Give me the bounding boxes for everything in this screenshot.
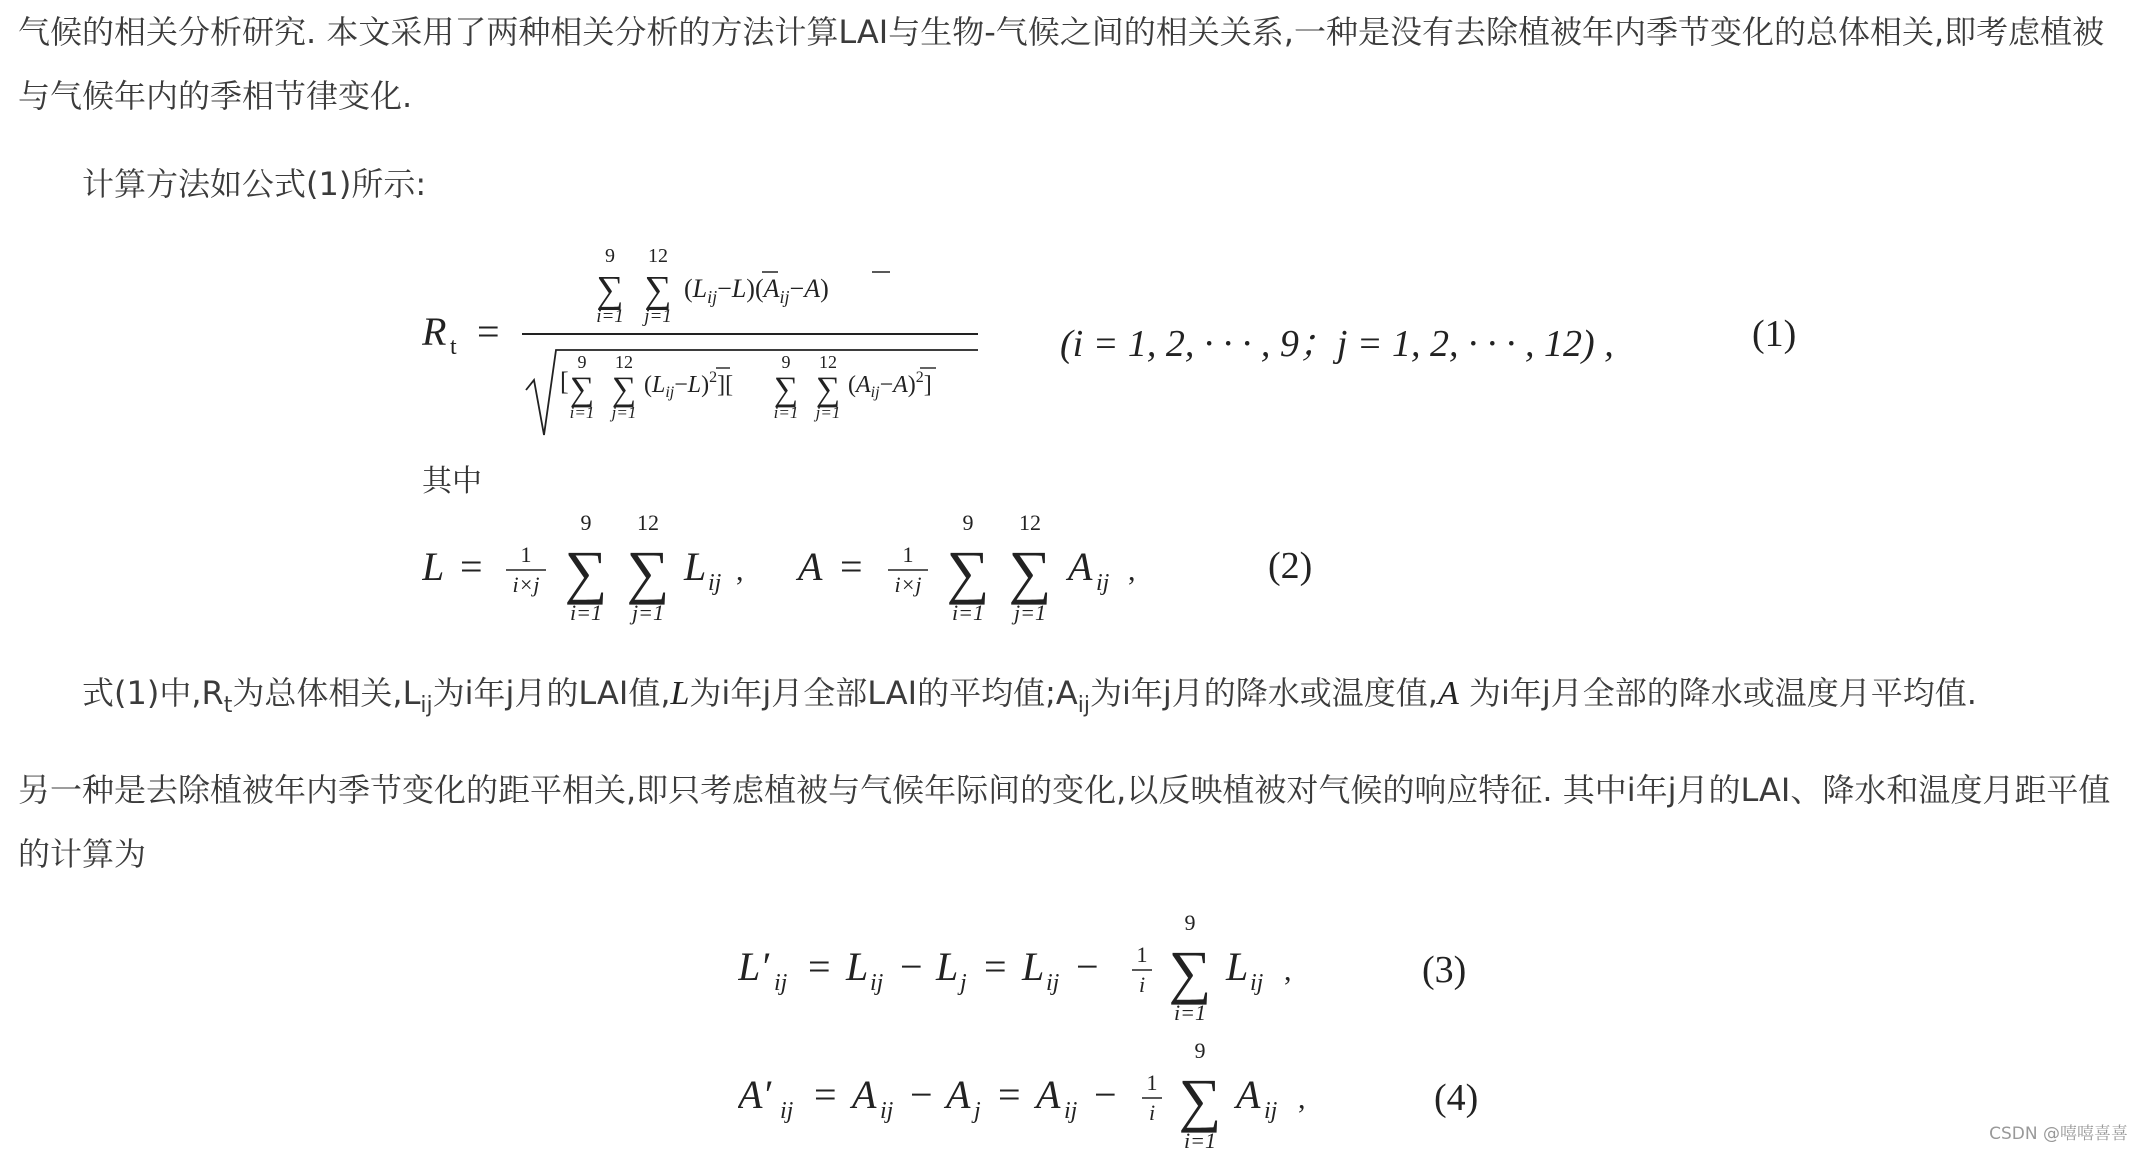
equation-4-number: (4) [1434,1077,1479,1119]
svg-text:9: 9 [962,510,974,535]
svg-text:A: A [1036,1072,1061,1117]
svg-text:∑: ∑ [773,371,799,408]
svg-text:i=1: i=1 [1184,1128,1216,1153]
svg-text:i=1: i=1 [952,600,984,625]
svg-text:∑: ∑ [611,371,637,408]
svg-text:R: R [422,309,447,354]
svg-text:A: A [798,544,823,589]
svg-text:ij: ij [774,970,788,996]
svg-text:i×j: i×j [894,572,922,597]
svg-text:9: 9 [1194,1040,1206,1063]
svg-text:∑: ∑ [946,539,990,605]
svg-text:ij: ij [1064,1098,1078,1124]
svg-text:∑: ∑ [815,371,841,408]
svg-text:−: − [1076,944,1099,989]
svg-text:j=1: j=1 [611,403,637,422]
svg-text:9: 9 [580,510,592,535]
svg-text:A: A [852,1072,877,1117]
svg-text:12: 12 [615,352,633,372]
svg-text:i=1: i=1 [1174,1000,1206,1025]
svg-text:ij: ij [780,1098,794,1124]
p3-text-c: 为i年j月的LAI值, [432,674,671,712]
equation-2-graphic [422,510,1322,640]
p3-sub-t: t [223,693,233,718]
p3-symbol-A: A [1437,675,1459,712]
svg-text:=: = [477,309,500,354]
svg-text:9: 9 [605,245,615,267]
svg-text:i=1: i=1 [773,403,799,422]
svg-text:∑: ∑ [1008,539,1052,605]
svg-text:i: i [1138,972,1146,997]
svg-text:L: L [1226,944,1249,989]
equation-2 [422,510,1322,640]
equation-4 [738,1040,1438,1154]
equation-2-number: (2) [1268,545,1313,587]
svg-text:L′: L′ [738,944,769,989]
svg-text:=: = [814,1072,837,1117]
svg-text:=: = [984,944,1007,989]
svg-text:A′: A′ [738,1072,772,1117]
svg-text:∑: ∑ [564,539,608,605]
svg-text:−: − [900,944,923,989]
svg-text:=: = [808,944,831,989]
p3-text-e: 为i年j月的降水或温度值, [1090,674,1438,712]
equation-1-condition: (i = 1, 2, · · · , 9；j = 1, 2, · · · , 12) , [1060,323,1614,365]
svg-text:j=1: j=1 [1014,600,1046,625]
svg-text:(Lij−L)(Aij−A): $(L_{ij}-L)(A_{ij}-A)$ [684,274,829,307]
svg-text:,: , [736,554,744,587]
svg-text:[: [ [560,367,569,396]
equation-3-graphic [738,912,1438,1032]
svg-text:ij: ij [1046,970,1060,996]
svg-text:=: = [998,1072,1021,1117]
svg-text:i: i [1148,1100,1156,1125]
csdn-watermark: CSDN @嘻嘻喜喜 [1989,1124,2128,1144]
svg-text:L: L [422,544,445,589]
p3-text-b: 为总体相关,L [232,674,421,712]
svg-text:=: = [840,544,863,589]
svg-text:1: 1 [902,542,914,567]
svg-text:∑: ∑ [644,269,672,311]
p3-text-f: 为i年j月全部的降水或温度月平均值. [1458,674,1977,712]
svg-text:i=1: i=1 [569,403,595,422]
p3-text-a: 式(1)中,R [82,674,224,712]
p3-symbol-L: L [670,675,690,712]
svg-text:L: L [936,944,959,989]
svg-text:∑: ∑ [569,371,595,408]
svg-text:j=1: j=1 [644,306,672,327]
svg-text:i=1: i=1 [596,306,624,327]
equation-1 [422,240,1822,440]
svg-text:9: 9 [577,352,587,372]
paragraph-intro: 气候的相关分析研究. 本文采用了两种相关分析的方法计算LAI与生物-气候之间的相关关系,一种是没有去除植被年内季节变化的总体相关,即考虑植被与气候年内的季相节律变化. [18,13,2105,115]
paragraph-anomaly-intro: 另一种是去除植被年内季节变化的距平相关,即只考虑植被与气候年际间的变化,以反映植被对气候的响应特征. 其中i年j月的LAI、降水和温度月距平值的计算为 [18,771,2111,873]
svg-text:L: L [684,544,707,589]
p3-text-d: 为i年j月全部LAI的平均值;A [689,674,1078,712]
svg-text:A: A [1236,1072,1261,1117]
svg-text:∑: ∑ [626,539,670,605]
svg-text:(Lij−L)2][: $(L_{ij}-L)^2$][ [644,369,734,401]
svg-text:−: − [910,1072,933,1117]
svg-text:,: , [1128,554,1136,587]
paragraph-formula-lead: 计算方法如公式(1)所示: [82,165,427,203]
svg-text:ij: ij [880,1098,894,1124]
svg-text:j: j [960,970,967,996]
svg-text:t: t [450,334,457,360]
svg-text:A: A [946,1072,971,1117]
svg-text:j=1: j=1 [632,600,664,625]
svg-text:,: , [1298,1082,1306,1115]
svg-text:∑: ∑ [596,269,624,311]
svg-text:9: 9 [1184,912,1196,935]
svg-text:(Aij−A)2]: $(A_{ij}-A)^2$] [848,369,932,401]
equation-1-number: (1) [1752,313,1797,355]
svg-text:,: , [1284,954,1292,987]
svg-text:∑: ∑ [1178,1067,1222,1133]
svg-text:1: 1 [1146,1070,1158,1095]
svg-text:12: 12 [1019,510,1041,535]
svg-text:i×j: i×j [512,572,540,597]
svg-text:−: − [1094,1072,1117,1117]
p3-sub-ij-2: ij [1077,693,1091,718]
svg-text:1: 1 [1136,942,1148,967]
svg-text:1: 1 [520,542,532,567]
svg-text:∑: ∑ [1168,939,1212,1005]
svg-text:L: L [1022,944,1045,989]
svg-text:ij: ij [1264,1098,1278,1124]
svg-text:12: 12 [819,352,837,372]
svg-text:ij: ij [708,570,722,596]
svg-text:i=1: i=1 [570,600,602,625]
equation-3-number: (3) [1422,949,1467,991]
paragraph-variable-definitions [82,661,1977,730]
svg-text:9: 9 [781,352,791,372]
svg-text:=: = [460,544,483,589]
svg-text:ij: ij [870,970,884,996]
svg-text:12: 12 [648,245,668,267]
label-qizhong: 其中 [422,464,482,499]
svg-text:L: L [846,944,869,989]
svg-text:j: j [974,1098,981,1124]
equation-3 [738,912,1438,1032]
p3-sub-ij-1: ij [420,693,433,718]
equation-4-graphic [738,1040,1438,1154]
svg-text:A: A [1068,544,1093,589]
svg-text:ij: ij [1096,570,1110,596]
svg-text:ij: ij [1250,970,1264,996]
svg-text:j=1: j=1 [815,403,841,422]
svg-text:12: 12 [637,510,659,535]
